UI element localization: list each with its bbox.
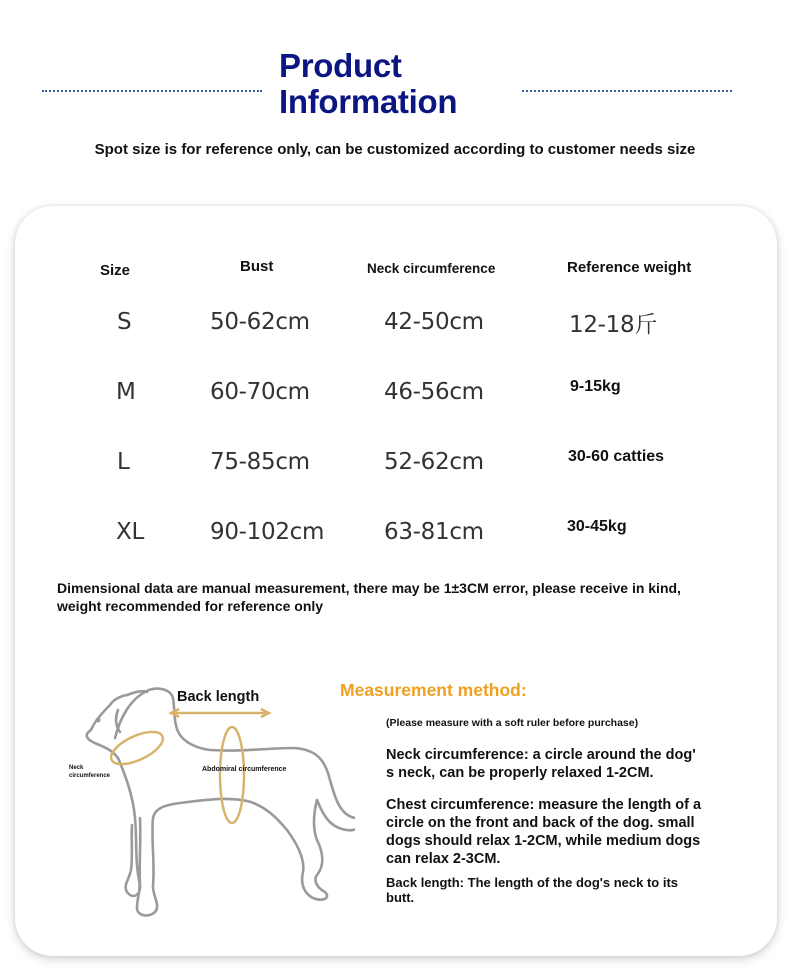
table-header-neck: Neck circumference [367,261,496,276]
table-header-size: Size [100,262,131,279]
header-divider-left [42,90,262,92]
table-cell-neck: 63-81cm [384,519,484,545]
page-title-line1: Product [279,47,402,84]
neck-circumference-label [69,764,110,780]
neck-label-line2: circumference [69,773,111,779]
neck-label-line1: Neck [69,765,84,771]
table-header-weight: Reference weight [567,259,692,276]
back-length-instructions [386,875,731,905]
chest-instructions-line3: dogs should relax 1-2CM, while medium dogs [386,833,701,849]
neck-instructions-line1: Neck circumference: a circle around the dog' [386,747,696,763]
neck-instructions-line2: s neck, can be properly relaxed 1-2CM. [386,765,654,781]
header-divider-right [522,90,732,92]
measurement-hint: (Please measure with a soft ruler before purchase) [386,717,639,729]
table-cell-weight: 30-45kg [567,518,627,535]
page-subtitle: Spot size is for reference only, can be customized according to customer needs size [94,141,696,158]
page-title-line2: Information [279,83,458,120]
table-cell-neck: 46-56cm [384,379,484,405]
table-cell-bust: 90-102cm [210,519,325,545]
neck-instructions [386,746,731,782]
table-cell-size: M [116,379,136,405]
table-cell-size: S [117,309,132,335]
dog-measurement-diagram [55,680,355,920]
table-cell-size: L [117,449,130,475]
back-instructions-line1: Back length: The length of the dog's neck to its [386,875,678,890]
chest-instructions-line1: Chest circumference: measure the length of a [386,797,702,813]
chest-instructions-line2: circle on the front and back of the dog. small [386,815,695,831]
chest-instructions-line4: can relax 2-3CM. [386,851,501,867]
disclaimer-line2: weight recommended for reference only [57,598,324,614]
table-cell-weight: 9-15kg [570,378,621,395]
back-length-label: Back length [177,689,260,705]
table-cell-bust: 50-62cm [210,309,310,335]
abdomen-ring-icon [220,727,244,823]
table-header-bust: Bust [240,258,274,275]
abdominal-circumference-label: Abdomiral circumference [202,766,287,773]
table-cell-size: XL [116,519,144,545]
table-cell-weight: 30-60 catties [568,448,665,465]
table-cell-bust: 75-85cm [210,449,310,475]
disclaimer-line1: Dimensional data are manual measurement, there may be 1±3CM error, please receive in kind, [57,580,681,596]
table-cell-neck: 42-50cm [384,309,484,335]
back-instructions-line2: butt. [386,890,415,905]
table-cell-bust: 60-70cm [210,379,310,405]
table-cell-neck: 52-62cm [384,449,484,475]
measurement-disclaimer [57,579,747,615]
measurement-method-title: Measurement method: [340,680,527,700]
chest-instructions [386,796,731,868]
table-cell-weight: 12-18斤 [569,312,658,338]
page-title [279,48,499,120]
